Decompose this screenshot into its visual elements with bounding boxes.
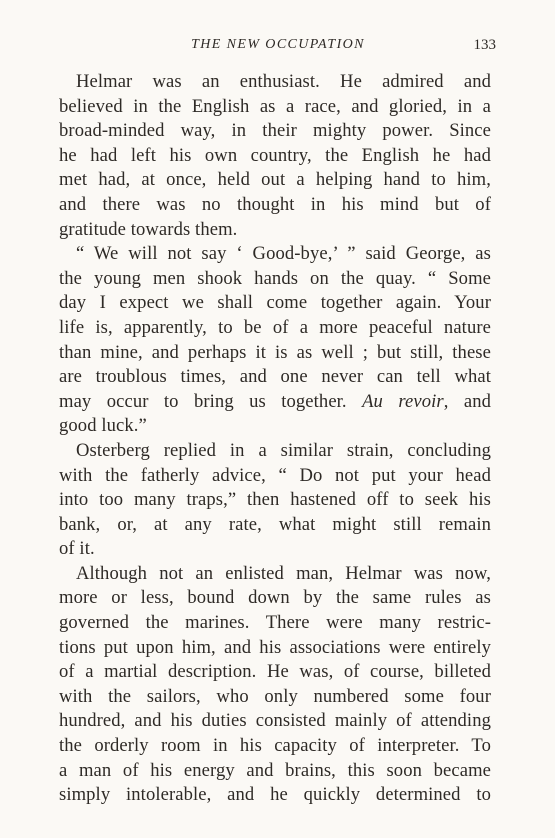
- text-line: believed in the English as a race, and gloried, in a: [59, 95, 491, 117]
- text-line: governed the marines. There were many restric-: [59, 612, 491, 634]
- body-text: [59, 70, 491, 808]
- page-header: [60, 37, 496, 57]
- text-line: he had left his own country, the English he had: [59, 144, 491, 166]
- text-line: met had, at once, held out a helping hand to him,: [59, 169, 491, 191]
- text-line: than mine, and perhaps it is as well ; but still, these: [59, 341, 491, 363]
- text-line: with the fatherly advice, “ Do not put your head: [59, 464, 491, 486]
- text-line: hundred, and his duties consisted mainly of attending: [59, 710, 491, 732]
- text-line: and there was no thought in his mind but of: [59, 193, 491, 215]
- text-line: good luck.”: [59, 415, 147, 437]
- text-line: into too many traps,” then hastened off to seek his: [59, 489, 491, 511]
- text-line: gratitude towards them.: [59, 218, 238, 240]
- text-line: with the sailors, who only numbered some four: [59, 685, 491, 707]
- text-line: are troublous times, and one never can tell what: [59, 366, 491, 388]
- text-line: a man of his energy and brains, this soon became: [59, 759, 491, 781]
- text-line: Although not an enlisted man, Helmar was now,: [76, 562, 491, 584]
- page-number: 133: [473, 37, 496, 53]
- text-line: may occur to bring us together. Au revoir, and: [59, 390, 491, 412]
- text-line: Helmar was an enthusiast. He admired and: [76, 71, 491, 92]
- text-line: bank, or, at any rate, what might still remain: [59, 513, 491, 535]
- text-line: of it.: [59, 538, 95, 560]
- italic-phrase: Au revoir: [362, 390, 444, 412]
- text-line: day I expect we shall come together again. Your: [59, 292, 491, 314]
- text-line: of a martial description. He was, of course, billeted: [59, 661, 491, 683]
- text-line: life is, apparently, to be of a more peaceful nature: [59, 316, 491, 338]
- text-line: broad-minded way, in their mighty power. Since: [59, 120, 491, 142]
- running-title: THE NEW OCCUPATION: [191, 37, 365, 52]
- text-line: “ We will not say ‘ Good-bye,’ ” said George, as: [76, 243, 491, 265]
- text-line: more or less, bound down by the same rules as: [59, 587, 491, 609]
- text-line: tions put upon him, and his associations were entirely: [59, 636, 491, 658]
- text-line: simply intolerable, and he quickly determined to: [59, 784, 491, 806]
- text-line: Osterberg replied in a similar strain, concluding: [76, 439, 491, 461]
- text-line: the orderly room in his capacity of interpreter. To: [59, 735, 491, 757]
- text-line: the young men shook hands on the quay. “ Some: [59, 267, 491, 289]
